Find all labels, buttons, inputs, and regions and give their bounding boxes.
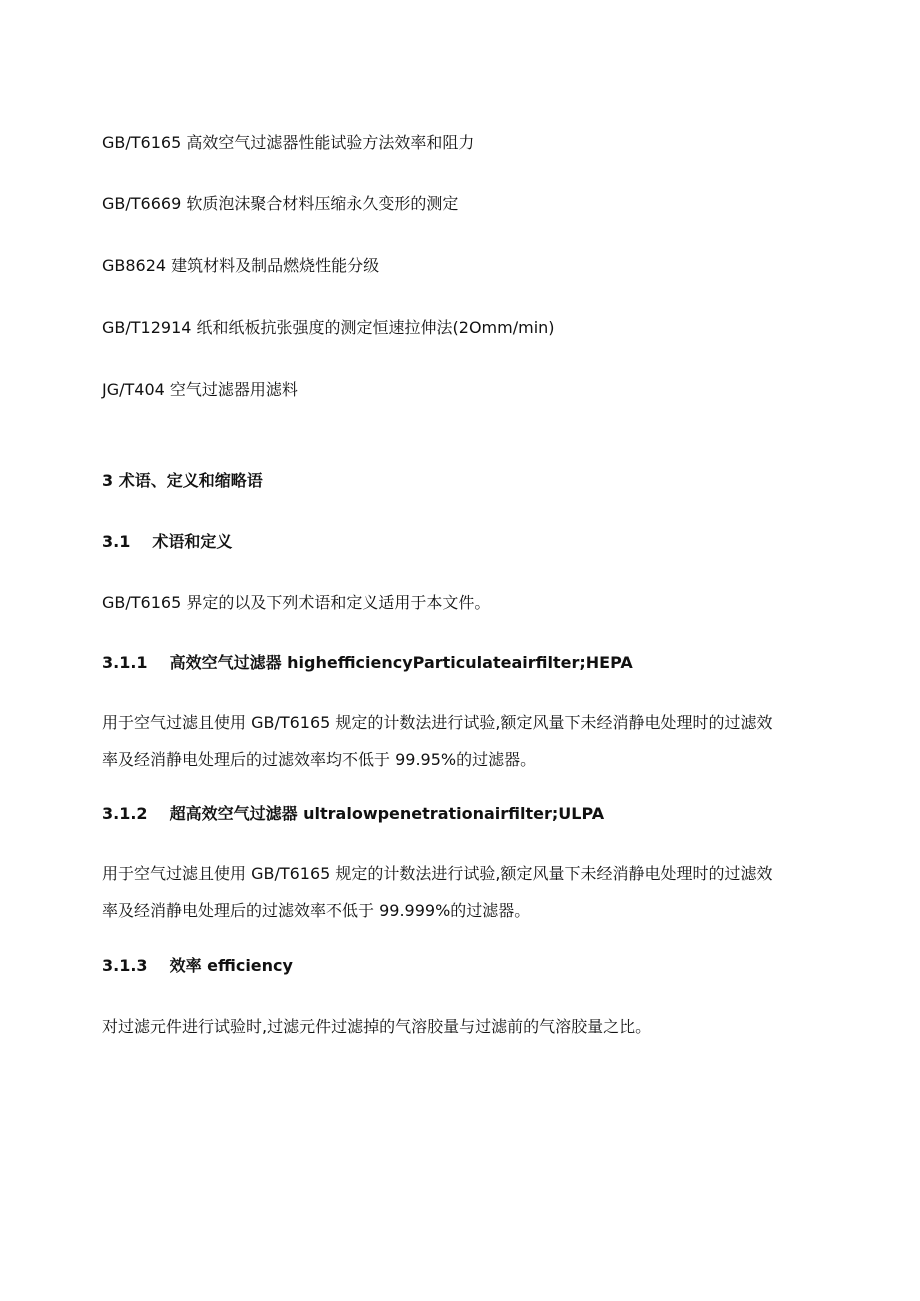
section-3-1-3-definition: 对过滤元件进行试验时,过滤元件过滤掉的气溶胶量与过滤前的气溶胶量之比。 xyxy=(102,1017,652,1036)
section-3-1-intro: GB/T6165 界定的以及下列术语和定义适用于本文件。 xyxy=(102,593,491,612)
definition-line: 率及经消静电处理后的过滤效率不低于 99.999%的过滤器。 xyxy=(102,901,531,920)
section-number: 3.1.2 xyxy=(102,804,148,823)
definition-line: 率及经消静电处理后的过滤效率均不低于 99.95%的过滤器。 xyxy=(102,750,537,769)
section-3-1-heading xyxy=(102,531,232,553)
reference-item: GB/T6669 软质泡沫聚合材料压缩永久变形的测定 xyxy=(102,194,459,213)
reference-item: GB/T12914 纸和纸板抗张强度的测定恒速拉伸法(2Omm∕min) xyxy=(102,318,555,337)
section-3-1-1-definition xyxy=(102,704,818,778)
definition-line: 用于空气过滤且使用 GB/T6165 规定的计数法进行试验,额定风量下未经消静电处理时的过滤效 xyxy=(102,864,773,883)
reference-item: GB8624 建筑材料及制品燃烧性能分级 xyxy=(102,256,380,275)
section-3-1-1-heading xyxy=(102,652,633,674)
reference-item: JG/T404 空气过滤器用滤料 xyxy=(102,380,298,399)
reference-item: GB/T6165 高效空气过滤器性能试验方法效率和阻力 xyxy=(102,133,475,152)
section-3-1-2-definition xyxy=(102,855,818,929)
section-number: 3.1.3 xyxy=(102,956,148,975)
section-3-heading: 3 术语、定义和缩略语 xyxy=(102,471,263,490)
section-number: 3.1.1 xyxy=(102,653,148,672)
section-title: 效率 efficiency xyxy=(169,956,293,975)
definition-line: 用于空气过滤且使用 GB/T6165 规定的计数法进行试验,额定风量下未经消静电处理时的过滤效 xyxy=(102,713,773,732)
section-3-1-2-heading xyxy=(102,803,604,825)
section-title: 高效空气过滤器 highefficiencyParticulateairfilter;HEPA xyxy=(169,653,633,672)
section-3-1-3-heading xyxy=(102,955,293,977)
section-title: 术语和定义 xyxy=(152,532,233,551)
section-number: 3.1 xyxy=(102,532,131,551)
section-title: 超高效空气过滤器 ultralowpenetrationairfilter;ULPA xyxy=(169,804,605,823)
